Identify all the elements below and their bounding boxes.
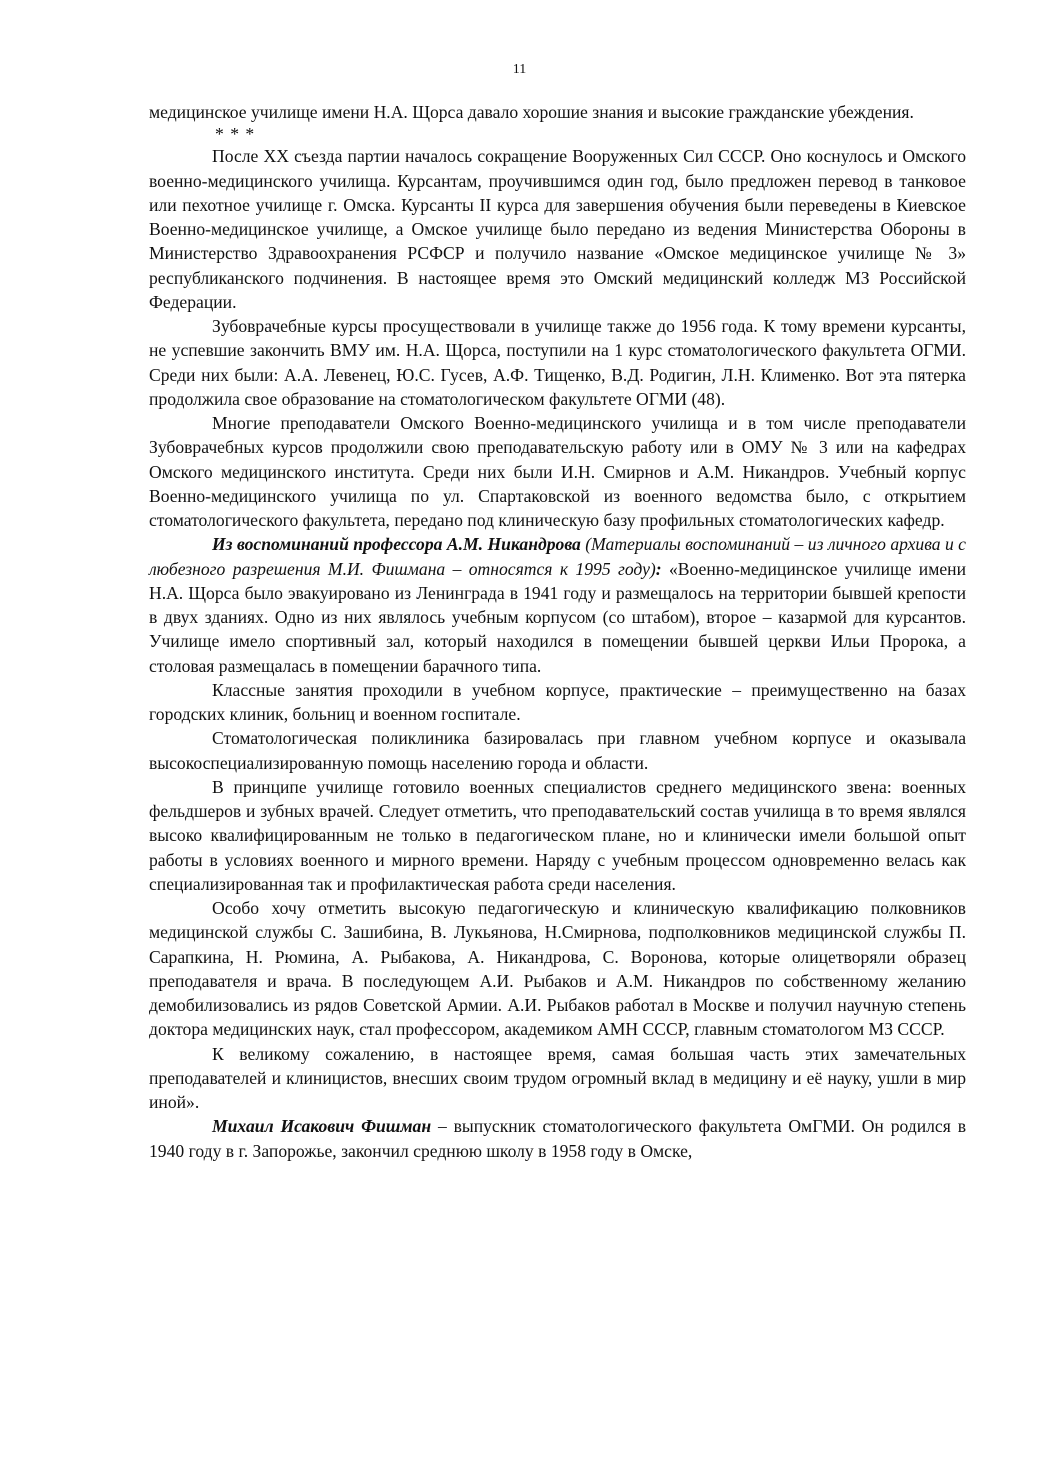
memoirs-heading: Из воспоминаний профессора А.М. Никандрова — [212, 534, 581, 555]
memoirs-source-note: (Материалы воспоминаний – из личного архива и с любезного разрешения М.И. Фишмана – относятся к 1995 году) — [149, 534, 966, 579]
paragraph-teachers: Многие преподаватели Омского Военно-медицинского училища и в том числе преподаватели Зубоврачебных курсов продолжили свою преподавательскую работу или в ОМУ № 3 или на кафедрах Омского медицинского института. Среди них были И.Н. Смирнов и А.М. Никандров. Учебный корпус Военно-медицинского училища по ул. Спартаковской из военного ведомства было, с открытием стоматологического факультета, передано под клиническую базу профильных стоматологических кафедр. — [149, 413, 966, 530]
paragraph-armed-forces-reduction: После XX съезда партии началось сокращение Вооруженных Сил СССР. Оно коснулось и Омского военно-медицинского училища. Курсантам, проучившимся один год, было предложен перевод в танковое или пехотное училище г. Омска. Курсанты II курса для завершения обучения были переведены в Киевское Военно-медицинское училище, а Омское училище было передано из ведения Министерства Обороны в Министерство Здравоохранения РСФСР и получило название «Омское медицинское училище № 3» республиканского подчинения. В настоящее время это Омский медицинский колледж МЗ Российской Федерации. — [149, 146, 966, 312]
memoirs-quote-start: «Военно-медицинское училище имени Н.А. Щорса было эвакуировано из Ленинграда в 1941 году и размещалось на территории бывшей крепости в двух зданиях. Одно из них являлось учебным корпусом (со штабом), второе – казармой для курсантов. Училище имело спортивный зал, который находился в помещении бывшей церкви Ильи Пророка, а столовая размещалась в помещении барачного типа. — [149, 558, 966, 676]
paragraph-qualification: Особо хочу отметить высокую педагогическую и клиническую квалификацию полковников медицинской службы С. Зашибина, В. Лукьянова, Н.Смирнова, подполковников медицинской службы П. Сарапкина, Н. Рюмина, А. Рыбакова, А. Никандрова, С. Воронова, которые олицетворяли образец преподавателя и врача. В последующем А.И. Рыбаков и А.М. Никандров по собственному желанию демобилизовались из рядов Советской Армии. А.И. Рыбаков работал в Москве и получил научную степень доктора медицинских наук, стал профессором, академиком АМН СССР, главным стоматологом МЗ СССР. — [149, 898, 966, 1040]
paragraph-continuation: медицинское училище имени Н.А. Щорса давало хорошие знания и высокие гражданские убеждения. — [149, 102, 914, 122]
paragraph-dental-courses: Зубоврачебные курсы просуществовали в училище также до 1956 года. К тому времени курсанты, не успевшие закончить ВМУ им. Н.А. Щорса, поступили на 1 курс стоматологического факультета ОГМИ. Среди них были: А.А. Левенец, Ю.С. Гусев, А.Ф. Тищенко, В.Д. Родигин, Л.Н. Клименко. Вот эта пятерка продолжила свое образование на стоматологическом факультете ОГМИ (48). — [149, 316, 966, 409]
paragraph-classes: Классные занятия проходили в учебном корпусе, практические – преимущественно на базах городских клиник, больниц и военном госпитале. — [149, 679, 966, 724]
section-separator: * * * — [215, 124, 256, 145]
page-number: 11 — [512, 62, 527, 77]
fishman-name: Михаил Исакович Фишман — [212, 1116, 432, 1137]
paragraph-regret: К великому сожалению, в настоящее время, самая большая часть этих замечательных преподавателей и клиницистов, внесших своим трудом огромный вклад в медицину и её науку, ушли в мир иной». — [149, 1043, 966, 1112]
fishman-bio: – выпускник стоматологического факультета ОмГМИ. Он родился в 1940 году в г. Запорожье, закончил среднюю школу в 1958 году в Омске, — [149, 1116, 966, 1161]
paragraph-training: В принципе училище готовило военных специалистов среднего медицинского звена: военных фельдшеров и зубных врачей. Следует отметить, что преподавательский состав училища в то время являлся высоко квалифицированным не только в педагогическом плане, но и клинически имели большой опыт работы в условиях военного и мирного времени. Наряду с учебным процессом одновременно велась как специализированная так и профилактическая работа среди населения. — [149, 776, 966, 894]
paragraph-polyclinic: Стоматологическая поликлиника базировалась при главном учебном корпусе и оказывала высокоспециализированную помощь населению города и области. — [149, 728, 966, 773]
document-body — [149, 100, 966, 1163]
paragraph-memoirs-intro — [149, 532, 966, 678]
memoirs-colon: : — [655, 558, 662, 579]
paragraph-fishman — [149, 1114, 966, 1163]
